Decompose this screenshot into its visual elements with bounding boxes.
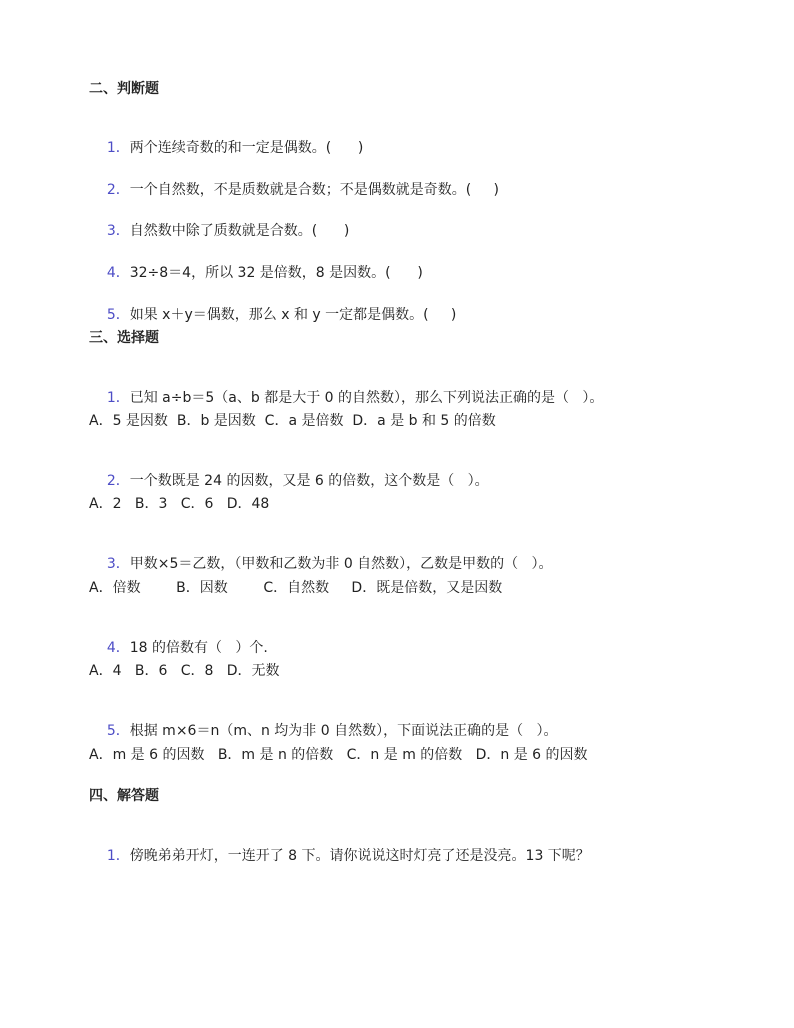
answer-options: A．4 B．6 C．8 D．无数 (89, 663, 280, 679)
question-text: 根据 m×6＝n（m、n 均为非 0 自然数），下面说法正确的是（ ）。 (129, 723, 558, 739)
question-number: 5． (106, 307, 130, 323)
question-number: 2． (106, 473, 130, 489)
question-text: 32÷8＝4，所以 32 是倍数，8 是因数。( ) (129, 265, 423, 281)
question-number: 3． (106, 556, 130, 572)
question-item (89, 829, 590, 883)
answer-options: A．倍数 B．因数 C．自然数 D．既是倍数，又是因数 (89, 580, 503, 596)
question-number: 4． (106, 265, 130, 281)
question-number: 1． (106, 390, 130, 406)
question-number: 3． (106, 223, 130, 239)
question-number: 5． (106, 723, 130, 739)
answer-options: A．2 B．3 C．6 D．48 (89, 496, 270, 512)
answer-options: A．m 是 6 的因数 B．m 是 n 的倍数 C．n 是 m 的倍数 D．n 是 6 的因数 (89, 747, 588, 763)
question-text: 甲数×5＝乙数，（甲数和乙数为非 0 自然数），乙数是甲数的（ ）。 (129, 556, 553, 572)
question-text: 如果 x＋y＝偶数，那么 x 和 y 一定都是偶数。( ) (129, 307, 457, 323)
question-text: 一个自然数，不是质数就是合数；不是偶数就是奇数。( ) (129, 182, 499, 198)
question-number: 1． (106, 140, 130, 156)
question-text: 傍晚弟弟开灯，一连开了 8 下。请你说说这时灯亮了还是没亮。13 下呢？ (129, 848, 590, 864)
question-text: 已知 a÷b＝5（a、b 都是大于 0 的自然数），那么下列说法正确的是（ ）。 (129, 390, 604, 406)
question-number: 1． (106, 848, 130, 864)
answer-options: A．5 是因数 B．b 是因数 C．a 是倍数 D．a 是 b 和 5 的倍数 (89, 413, 496, 429)
question-text: 一个数既是 24 的因数，又是 6 的倍数，这个数是（ ）。 (129, 473, 489, 489)
question-text: 18 的倍数有（ ）个. (129, 640, 268, 656)
question-number: 2． (106, 182, 130, 198)
question-text: 两个连续奇数的和一定是偶数。( ) (129, 140, 364, 156)
question-number: 4． (106, 640, 130, 656)
section-heading-judgment: 二、判断题 (89, 81, 159, 97)
section-heading-solution: 四、解答题 (89, 788, 159, 804)
section-heading-multiple-choice: 三、选择题 (89, 330, 159, 346)
question-text: 自然数中除了质数就是合数。( ) (129, 223, 350, 239)
